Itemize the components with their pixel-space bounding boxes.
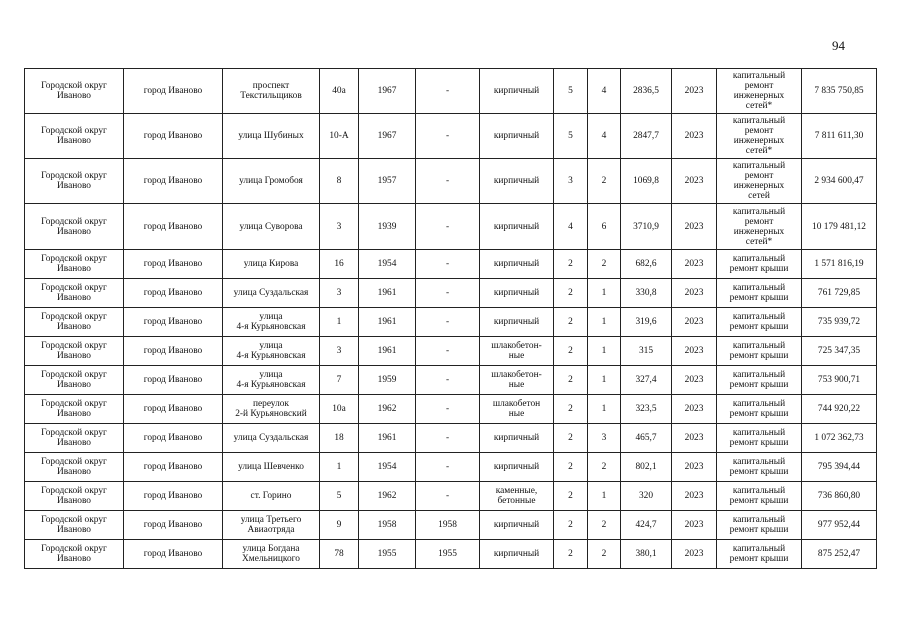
house-number-cell: 1 bbox=[320, 308, 359, 337]
cost-cell: 10 179 481,12 bbox=[802, 204, 877, 250]
wall-material-cell: каменные, бетонные bbox=[480, 482, 554, 511]
house-number-cell: 3 bbox=[320, 337, 359, 366]
district-cell: Городской округ Иваново bbox=[25, 395, 124, 424]
plan-year-cell: 2023 bbox=[672, 279, 717, 308]
work-type-cell: капитальный ремонт крыши bbox=[717, 511, 802, 540]
plan-year-cell: 2023 bbox=[672, 308, 717, 337]
cost-cell: 735 939,72 bbox=[802, 308, 877, 337]
locality-cell: город Иваново bbox=[124, 159, 223, 204]
entrances-cell: 1 bbox=[588, 366, 621, 395]
year-built-cell: 1962 bbox=[359, 482, 416, 511]
year-reconstructed-cell: - bbox=[416, 114, 480, 159]
area-cell: 323,5 bbox=[621, 395, 672, 424]
area-cell: 682,6 bbox=[621, 250, 672, 279]
year-reconstructed-cell: - bbox=[416, 424, 480, 453]
wall-material-cell: кирпичный bbox=[480, 204, 554, 250]
district-cell: Городской округ Иваново bbox=[25, 159, 124, 204]
work-type-cell: капитальный ремонт крыши bbox=[717, 308, 802, 337]
plan-year-cell: 2023 bbox=[672, 69, 717, 114]
year-built-cell: 1961 bbox=[359, 424, 416, 453]
area-cell: 2836,5 bbox=[621, 69, 672, 114]
floors-cell: 2 bbox=[554, 511, 588, 540]
locality-cell: город Иваново bbox=[124, 395, 223, 424]
area-cell: 802,1 bbox=[621, 453, 672, 482]
floors-cell: 2 bbox=[554, 337, 588, 366]
locality-cell: город Иваново bbox=[124, 279, 223, 308]
locality-cell: город Иваново bbox=[124, 337, 223, 366]
table-row bbox=[25, 482, 877, 511]
plan-year-cell: 2023 bbox=[672, 395, 717, 424]
wall-material-cell: кирпичный bbox=[480, 511, 554, 540]
area-cell: 330,8 bbox=[621, 279, 672, 308]
table-row bbox=[25, 114, 877, 159]
floors-cell: 5 bbox=[554, 114, 588, 159]
house-number-cell: 3 bbox=[320, 204, 359, 250]
table-row bbox=[25, 366, 877, 395]
house-number-cell: 10а bbox=[320, 395, 359, 424]
house-number-cell: 1 bbox=[320, 453, 359, 482]
district-cell: Городской округ Иваново bbox=[25, 540, 124, 569]
year-reconstructed-cell: - bbox=[416, 69, 480, 114]
work-type-cell: капитальный ремонт крыши bbox=[717, 337, 802, 366]
floors-cell: 2 bbox=[554, 540, 588, 569]
plan-year-cell: 2023 bbox=[672, 366, 717, 395]
year-reconstructed-cell: - bbox=[416, 308, 480, 337]
street-cell: улица Суздальская bbox=[223, 424, 320, 453]
floors-cell: 4 bbox=[554, 204, 588, 250]
entrances-cell: 2 bbox=[588, 511, 621, 540]
district-cell: Городской округ Иваново bbox=[25, 511, 124, 540]
wall-material-cell: шлакобетон- ные bbox=[480, 337, 554, 366]
locality-cell: город Иваново bbox=[124, 511, 223, 540]
entrances-cell: 1 bbox=[588, 395, 621, 424]
year-built-cell: 1967 bbox=[359, 69, 416, 114]
wall-material-cell: кирпичный bbox=[480, 308, 554, 337]
year-reconstructed-cell: - bbox=[416, 453, 480, 482]
entrances-cell: 1 bbox=[588, 279, 621, 308]
work-type-cell: капитальный ремонт крыши bbox=[717, 366, 802, 395]
page-number: 94 bbox=[832, 38, 845, 53]
year-built-cell: 1962 bbox=[359, 395, 416, 424]
cost-cell: 795 394,44 bbox=[802, 453, 877, 482]
locality-cell: город Иваново bbox=[124, 366, 223, 395]
entrances-cell: 6 bbox=[588, 204, 621, 250]
area-cell: 3710,9 bbox=[621, 204, 672, 250]
locality-cell: город Иваново bbox=[124, 424, 223, 453]
locality-cell: город Иваново bbox=[124, 250, 223, 279]
year-reconstructed-cell: - bbox=[416, 337, 480, 366]
year-reconstructed-cell: - bbox=[416, 159, 480, 204]
floors-cell: 2 bbox=[554, 250, 588, 279]
street-cell: улица Громобоя bbox=[223, 159, 320, 204]
locality-cell: город Иваново bbox=[124, 453, 223, 482]
wall-material-cell: кирпичный bbox=[480, 279, 554, 308]
entrances-cell: 2 bbox=[588, 250, 621, 279]
year-reconstructed-cell: - bbox=[416, 204, 480, 250]
plan-year-cell: 2023 bbox=[672, 482, 717, 511]
locality-cell: город Иваново bbox=[124, 114, 223, 159]
district-cell: Городской округ Иваново bbox=[25, 114, 124, 159]
plan-year-cell: 2023 bbox=[672, 204, 717, 250]
area-cell: 1069,8 bbox=[621, 159, 672, 204]
year-reconstructed-cell: - bbox=[416, 395, 480, 424]
entrances-cell: 2 bbox=[588, 540, 621, 569]
year-reconstructed-cell: - bbox=[416, 366, 480, 395]
district-cell: Городской округ Иваново bbox=[25, 337, 124, 366]
work-type-cell: капитальный ремонт крыши bbox=[717, 279, 802, 308]
table-row bbox=[25, 204, 877, 250]
cost-cell: 875 252,47 bbox=[802, 540, 877, 569]
work-type-cell: капитальный ремонт инженерных сетей* bbox=[717, 69, 802, 114]
cost-cell: 977 952,44 bbox=[802, 511, 877, 540]
cost-cell: 1 072 362,73 bbox=[802, 424, 877, 453]
floors-cell: 5 bbox=[554, 69, 588, 114]
cost-cell: 744 920,22 bbox=[802, 395, 877, 424]
table-row bbox=[25, 159, 877, 204]
area-cell: 320 bbox=[621, 482, 672, 511]
street-cell: улица Шубиных bbox=[223, 114, 320, 159]
house-number-cell: 8 bbox=[320, 159, 359, 204]
area-cell: 465,7 bbox=[621, 424, 672, 453]
wall-material-cell: кирпичный bbox=[480, 540, 554, 569]
entrances-cell: 2 bbox=[588, 159, 621, 204]
year-reconstructed-cell: 1955 bbox=[416, 540, 480, 569]
cost-cell: 7 835 750,85 bbox=[802, 69, 877, 114]
entrances-cell: 2 bbox=[588, 453, 621, 482]
wall-material-cell: кирпичный bbox=[480, 159, 554, 204]
street-cell: улица Суздальская bbox=[223, 279, 320, 308]
year-built-cell: 1939 bbox=[359, 204, 416, 250]
cost-cell: 1 571 816,19 bbox=[802, 250, 877, 279]
district-cell: Городской округ Иваново bbox=[25, 453, 124, 482]
plan-year-cell: 2023 bbox=[672, 453, 717, 482]
plan-year-cell: 2023 bbox=[672, 114, 717, 159]
wall-material-cell: кирпичный bbox=[480, 250, 554, 279]
plan-year-cell: 2023 bbox=[672, 511, 717, 540]
year-built-cell: 1961 bbox=[359, 308, 416, 337]
area-cell: 319,6 bbox=[621, 308, 672, 337]
cost-cell: 753 900,71 bbox=[802, 366, 877, 395]
street-cell: ст. Горино bbox=[223, 482, 320, 511]
district-cell: Городской округ Иваново bbox=[25, 482, 124, 511]
work-type-cell: капитальный ремонт крыши bbox=[717, 395, 802, 424]
table-row bbox=[25, 308, 877, 337]
area-cell: 380,1 bbox=[621, 540, 672, 569]
house-number-cell: 9 bbox=[320, 511, 359, 540]
entrances-cell: 1 bbox=[588, 337, 621, 366]
street-cell: улица Шевченко bbox=[223, 453, 320, 482]
work-type-cell: капитальный ремонт крыши bbox=[717, 453, 802, 482]
year-built-cell: 1958 bbox=[359, 511, 416, 540]
street-cell: проспект Текстильщиков bbox=[223, 69, 320, 114]
cost-cell: 7 811 611,30 bbox=[802, 114, 877, 159]
floors-cell: 2 bbox=[554, 482, 588, 511]
table-row bbox=[25, 453, 877, 482]
year-built-cell: 1954 bbox=[359, 453, 416, 482]
locality-cell: город Иваново bbox=[124, 308, 223, 337]
district-cell: Городской округ Иваново bbox=[25, 308, 124, 337]
area-cell: 2847,7 bbox=[621, 114, 672, 159]
house-number-cell: 10-А bbox=[320, 114, 359, 159]
district-cell: Городской округ Иваново bbox=[25, 204, 124, 250]
floors-cell: 2 bbox=[554, 279, 588, 308]
table-row bbox=[25, 250, 877, 279]
area-cell: 315 bbox=[621, 337, 672, 366]
house-number-cell: 78 bbox=[320, 540, 359, 569]
work-type-cell: капитальный ремонт крыши bbox=[717, 424, 802, 453]
plan-year-cell: 2023 bbox=[672, 540, 717, 569]
floors-cell: 2 bbox=[554, 366, 588, 395]
plan-year-cell: 2023 bbox=[672, 159, 717, 204]
street-cell: улица Богдана Хмельницкого bbox=[223, 540, 320, 569]
house-number-cell: 3 bbox=[320, 279, 359, 308]
year-built-cell: 1959 bbox=[359, 366, 416, 395]
table-row bbox=[25, 395, 877, 424]
wall-material-cell: шлакобетон- ные bbox=[480, 366, 554, 395]
street-cell: переулок 2-й Курьяновский bbox=[223, 395, 320, 424]
wall-material-cell: кирпичный bbox=[480, 114, 554, 159]
cost-cell: 725 347,35 bbox=[802, 337, 877, 366]
floors-cell: 3 bbox=[554, 159, 588, 204]
entrances-cell: 1 bbox=[588, 308, 621, 337]
floors-cell: 2 bbox=[554, 424, 588, 453]
house-number-cell: 5 bbox=[320, 482, 359, 511]
plan-year-cell: 2023 bbox=[672, 424, 717, 453]
house-number-cell: 40а bbox=[320, 69, 359, 114]
year-built-cell: 1967 bbox=[359, 114, 416, 159]
work-type-cell: капитальный ремонт инженерных сетей* bbox=[717, 204, 802, 250]
house-number-cell: 18 bbox=[320, 424, 359, 453]
wall-material-cell: кирпичный bbox=[480, 453, 554, 482]
house-number-cell: 7 bbox=[320, 366, 359, 395]
street-cell: улица Суворова bbox=[223, 204, 320, 250]
work-type-cell: капитальный ремонт крыши bbox=[717, 250, 802, 279]
cost-cell: 761 729,85 bbox=[802, 279, 877, 308]
table-row bbox=[25, 69, 877, 114]
locality-cell: город Иваново bbox=[124, 540, 223, 569]
table-row bbox=[25, 279, 877, 308]
wall-material-cell: кирпичный bbox=[480, 424, 554, 453]
year-built-cell: 1957 bbox=[359, 159, 416, 204]
year-reconstructed-cell: - bbox=[416, 482, 480, 511]
year-built-cell: 1961 bbox=[359, 337, 416, 366]
house-number-cell: 16 bbox=[320, 250, 359, 279]
locality-cell: город Иваново bbox=[124, 69, 223, 114]
street-cell: улица Кирова bbox=[223, 250, 320, 279]
year-reconstructed-cell: 1958 bbox=[416, 511, 480, 540]
area-cell: 424,7 bbox=[621, 511, 672, 540]
year-reconstructed-cell: - bbox=[416, 279, 480, 308]
housing-registry-table bbox=[24, 68, 877, 569]
cost-cell: 736 860,80 bbox=[802, 482, 877, 511]
table-row bbox=[25, 337, 877, 366]
work-type-cell: капитальный ремонт крыши bbox=[717, 482, 802, 511]
wall-material-cell: шлакобетон ные bbox=[480, 395, 554, 424]
district-cell: Городской округ Иваново bbox=[25, 424, 124, 453]
floors-cell: 2 bbox=[554, 395, 588, 424]
work-type-cell: капитальный ремонт инженерных сетей bbox=[717, 159, 802, 204]
area-cell: 327,4 bbox=[621, 366, 672, 395]
street-cell: улица 4-я Курьяновская bbox=[223, 337, 320, 366]
floors-cell: 2 bbox=[554, 308, 588, 337]
district-cell: Городской округ Иваново bbox=[25, 69, 124, 114]
street-cell: улица 4-я Курьяновская bbox=[223, 308, 320, 337]
locality-cell: город Иваново bbox=[124, 482, 223, 511]
work-type-cell: капитальный ремонт инженерных сетей* bbox=[717, 114, 802, 159]
year-reconstructed-cell: - bbox=[416, 250, 480, 279]
entrances-cell: 1 bbox=[588, 482, 621, 511]
work-type-cell: капитальный ремонт крыши bbox=[717, 540, 802, 569]
entrances-cell: 4 bbox=[588, 114, 621, 159]
street-cell: улица Третьего Авиаотряда bbox=[223, 511, 320, 540]
district-cell: Городской округ Иваново bbox=[25, 279, 124, 308]
table-row bbox=[25, 540, 877, 569]
entrances-cell: 4 bbox=[588, 69, 621, 114]
district-cell: Городской округ Иваново bbox=[25, 366, 124, 395]
entrances-cell: 3 bbox=[588, 424, 621, 453]
district-cell: Городской округ Иваново bbox=[25, 250, 124, 279]
table-row bbox=[25, 511, 877, 540]
floors-cell: 2 bbox=[554, 453, 588, 482]
year-built-cell: 1961 bbox=[359, 279, 416, 308]
table-row bbox=[25, 424, 877, 453]
street-cell: улица 4-я Курьяновская bbox=[223, 366, 320, 395]
cost-cell: 2 934 600,47 bbox=[802, 159, 877, 204]
locality-cell: город Иваново bbox=[124, 204, 223, 250]
year-built-cell: 1954 bbox=[359, 250, 416, 279]
plan-year-cell: 2023 bbox=[672, 250, 717, 279]
wall-material-cell: кирпичный bbox=[480, 69, 554, 114]
plan-year-cell: 2023 bbox=[672, 337, 717, 366]
year-built-cell: 1955 bbox=[359, 540, 416, 569]
